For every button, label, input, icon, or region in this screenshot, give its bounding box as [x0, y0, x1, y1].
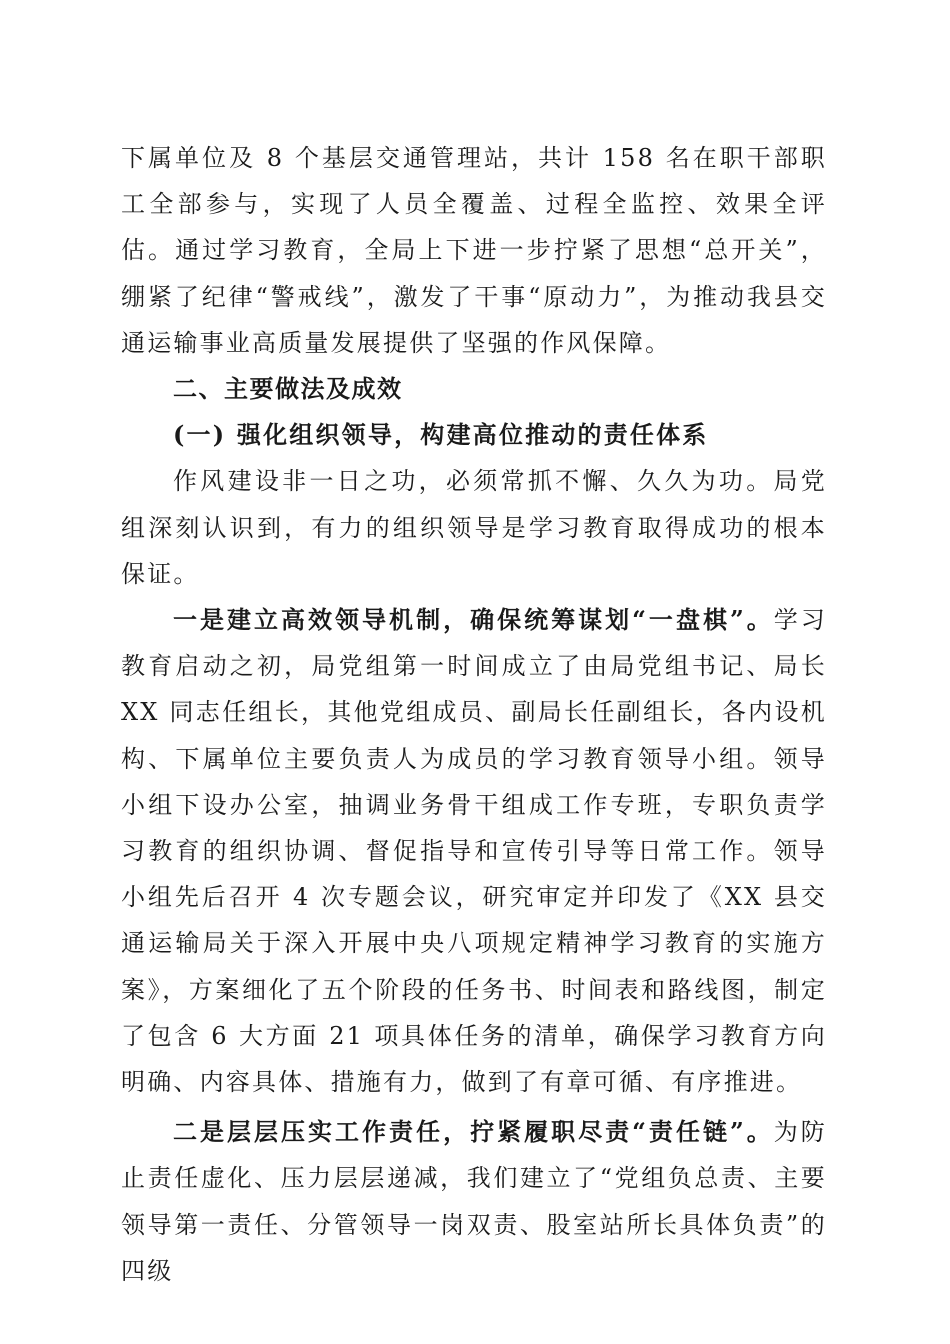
paragraph-mechanism-body: 学习教育启动之初，局党组第一时间成立了由局党组书记、局长 XX 同志任组长，其他党组成员、副局长任副组长，各内设机构、下属单位主要负责人为成员的学习教育领导小组。领导小组下设办公室，抽调业务骨干组成工作专班，专职负责学习教育的组织协调、督促指导和宣传引导等日常工作。领导小组先后召开 4 次专题会议，研究审定并印发了《XX 县交通运输局关于深入开展中央八项规定精神学习教育的实施方案》，方案细化了五个阶段的任务书、时间表和路线图，制定了包含 6 大方面 21 项具体任务的清单，确保学习教育方向明确、内容具体、措施有力，做到了有章可循、有序推进。	[121, 606, 827, 1097]
document-body	[121, 135, 827, 1294]
paragraph-mechanism	[121, 597, 827, 1105]
paragraph-responsibility-lead: 二是层层压实工作责任，拧紧履职尽责“责任链”。	[173, 1117, 774, 1147]
paragraph-continued: 下属单位及 8 个基层交通管理站，共计 158 名在职干部职工全部参与，实现了人员全覆盖、过程全监控、效果全评估。通过学习教育，全局上下进一步拧紧了思想“总开关”，绷紧了纪律“警戒线”，激发了干事“原动力”，为推动我县交通运输事业高质量发展提供了坚强的作风保障。	[121, 144, 827, 357]
paragraph-intro: 作风建设非一日之功，必须常抓不懈、久久为功。局党组深刻认识到，有力的组织领导是学习教育取得成功的根本保证。	[121, 467, 827, 588]
sub-heading: (一) 强化组织领导，构建高位推动的责任体系	[173, 420, 709, 450]
section-heading: 二、主要做法及成效	[173, 375, 403, 404]
paragraph-responsibility	[121, 1109, 827, 1294]
paragraph-responsibility-body: 为防止责任虚化、压力层层递减，我们建立了“党组负总责、主要领导第一责任、分管领导一岗双责、股室站所长具体负责”的四级	[121, 1118, 827, 1285]
paragraph-mechanism-lead: 一是建立高效领导机制，确保统筹谋划“一盘棋”。	[173, 605, 774, 635]
